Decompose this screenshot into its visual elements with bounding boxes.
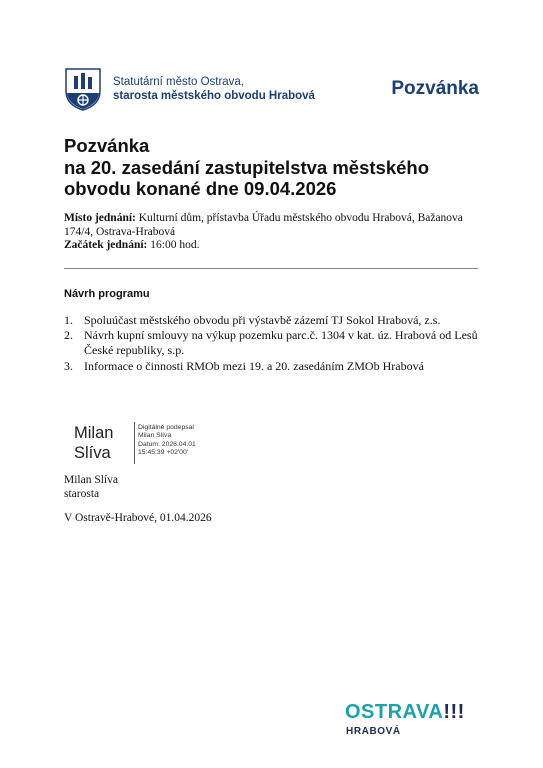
meeting-place-value: Kulturní dům, přístavba Úřadu městského obvodu Hrabová, Bažanova 174/4, Ostrava-Hrabová <box>64 212 463 238</box>
list-item-number: 1. <box>64 313 73 327</box>
signature-divider <box>134 422 135 464</box>
program-heading: Návrh programu <box>64 288 150 300</box>
header-organization <box>113 75 315 103</box>
title-line-2: na 20. zasedání zastupitelstva městského <box>64 156 430 178</box>
title-line-1: Pozvánka <box>64 135 150 156</box>
list-item-number: 3. <box>64 358 73 373</box>
signer-name: Milan Slíva <box>64 474 118 486</box>
signature-first-name: Milan <box>74 424 114 442</box>
list-item-number: 2. <box>64 328 73 343</box>
ostrava-logo <box>345 701 465 723</box>
list-item-text: Informace o činnosti RMOb mezi 19. a 20. zasedáním ZMOb Hrabová <box>84 358 424 373</box>
meeting-place-label: Místo jednání: <box>64 212 136 224</box>
meeting-info <box>64 212 484 253</box>
list-item-text: Návrh kupní smlouvy na výkup pozemku parc.č. 1304 v kat. úz. Hrabová od Lesů České republiky, s.p. <box>84 328 478 358</box>
title-line-3: obvodu konané dne 09.04.2026 <box>64 178 337 199</box>
signature-detail-line-1: Digitálně podepsal <box>138 424 194 431</box>
list-item-text: Spoluúčast městského obvodu při výstavbě zázemí TJ Sokol Hrabová, z.s. <box>84 313 441 327</box>
signer-block <box>64 474 118 501</box>
signature-detail-line-2: Milan Slíva <box>138 432 172 440</box>
meeting-place <box>64 212 484 239</box>
logo-marks: !!! <box>443 701 465 723</box>
program-list <box>64 313 484 374</box>
meeting-start-label: Začátek jednání: <box>64 239 148 251</box>
organization-line-2: starosta městského obvodu Hrabová <box>113 90 315 102</box>
coat-of-arms-icon <box>64 67 102 111</box>
digital-signature-details <box>138 424 196 458</box>
page-title <box>64 135 429 200</box>
document-type-label: Pozvánka <box>391 78 479 99</box>
place-and-date: V Ostravě-Hrabové, 01.04.2026 <box>64 512 212 524</box>
list-item <box>64 313 484 328</box>
list-item <box>64 328 484 358</box>
digital-signature-name <box>74 423 113 463</box>
list-item <box>64 359 484 374</box>
meeting-start <box>64 239 484 253</box>
organization-line-1: Statutární město Ostrava, <box>113 76 245 88</box>
signature-detail-line-4: 15:45:39 +02'00' <box>138 449 189 457</box>
divider <box>64 268 478 269</box>
logo-district: HRABOVÁ <box>346 726 401 737</box>
signature-last-name: Slíva <box>74 444 111 462</box>
signature-detail-line-3: Datum: 2026.04.01 <box>138 440 196 448</box>
meeting-start-value: 16:00 hod. <box>147 239 200 251</box>
logo-word: OSTRAVA <box>345 701 444 723</box>
signer-role: starosta <box>64 487 100 500</box>
